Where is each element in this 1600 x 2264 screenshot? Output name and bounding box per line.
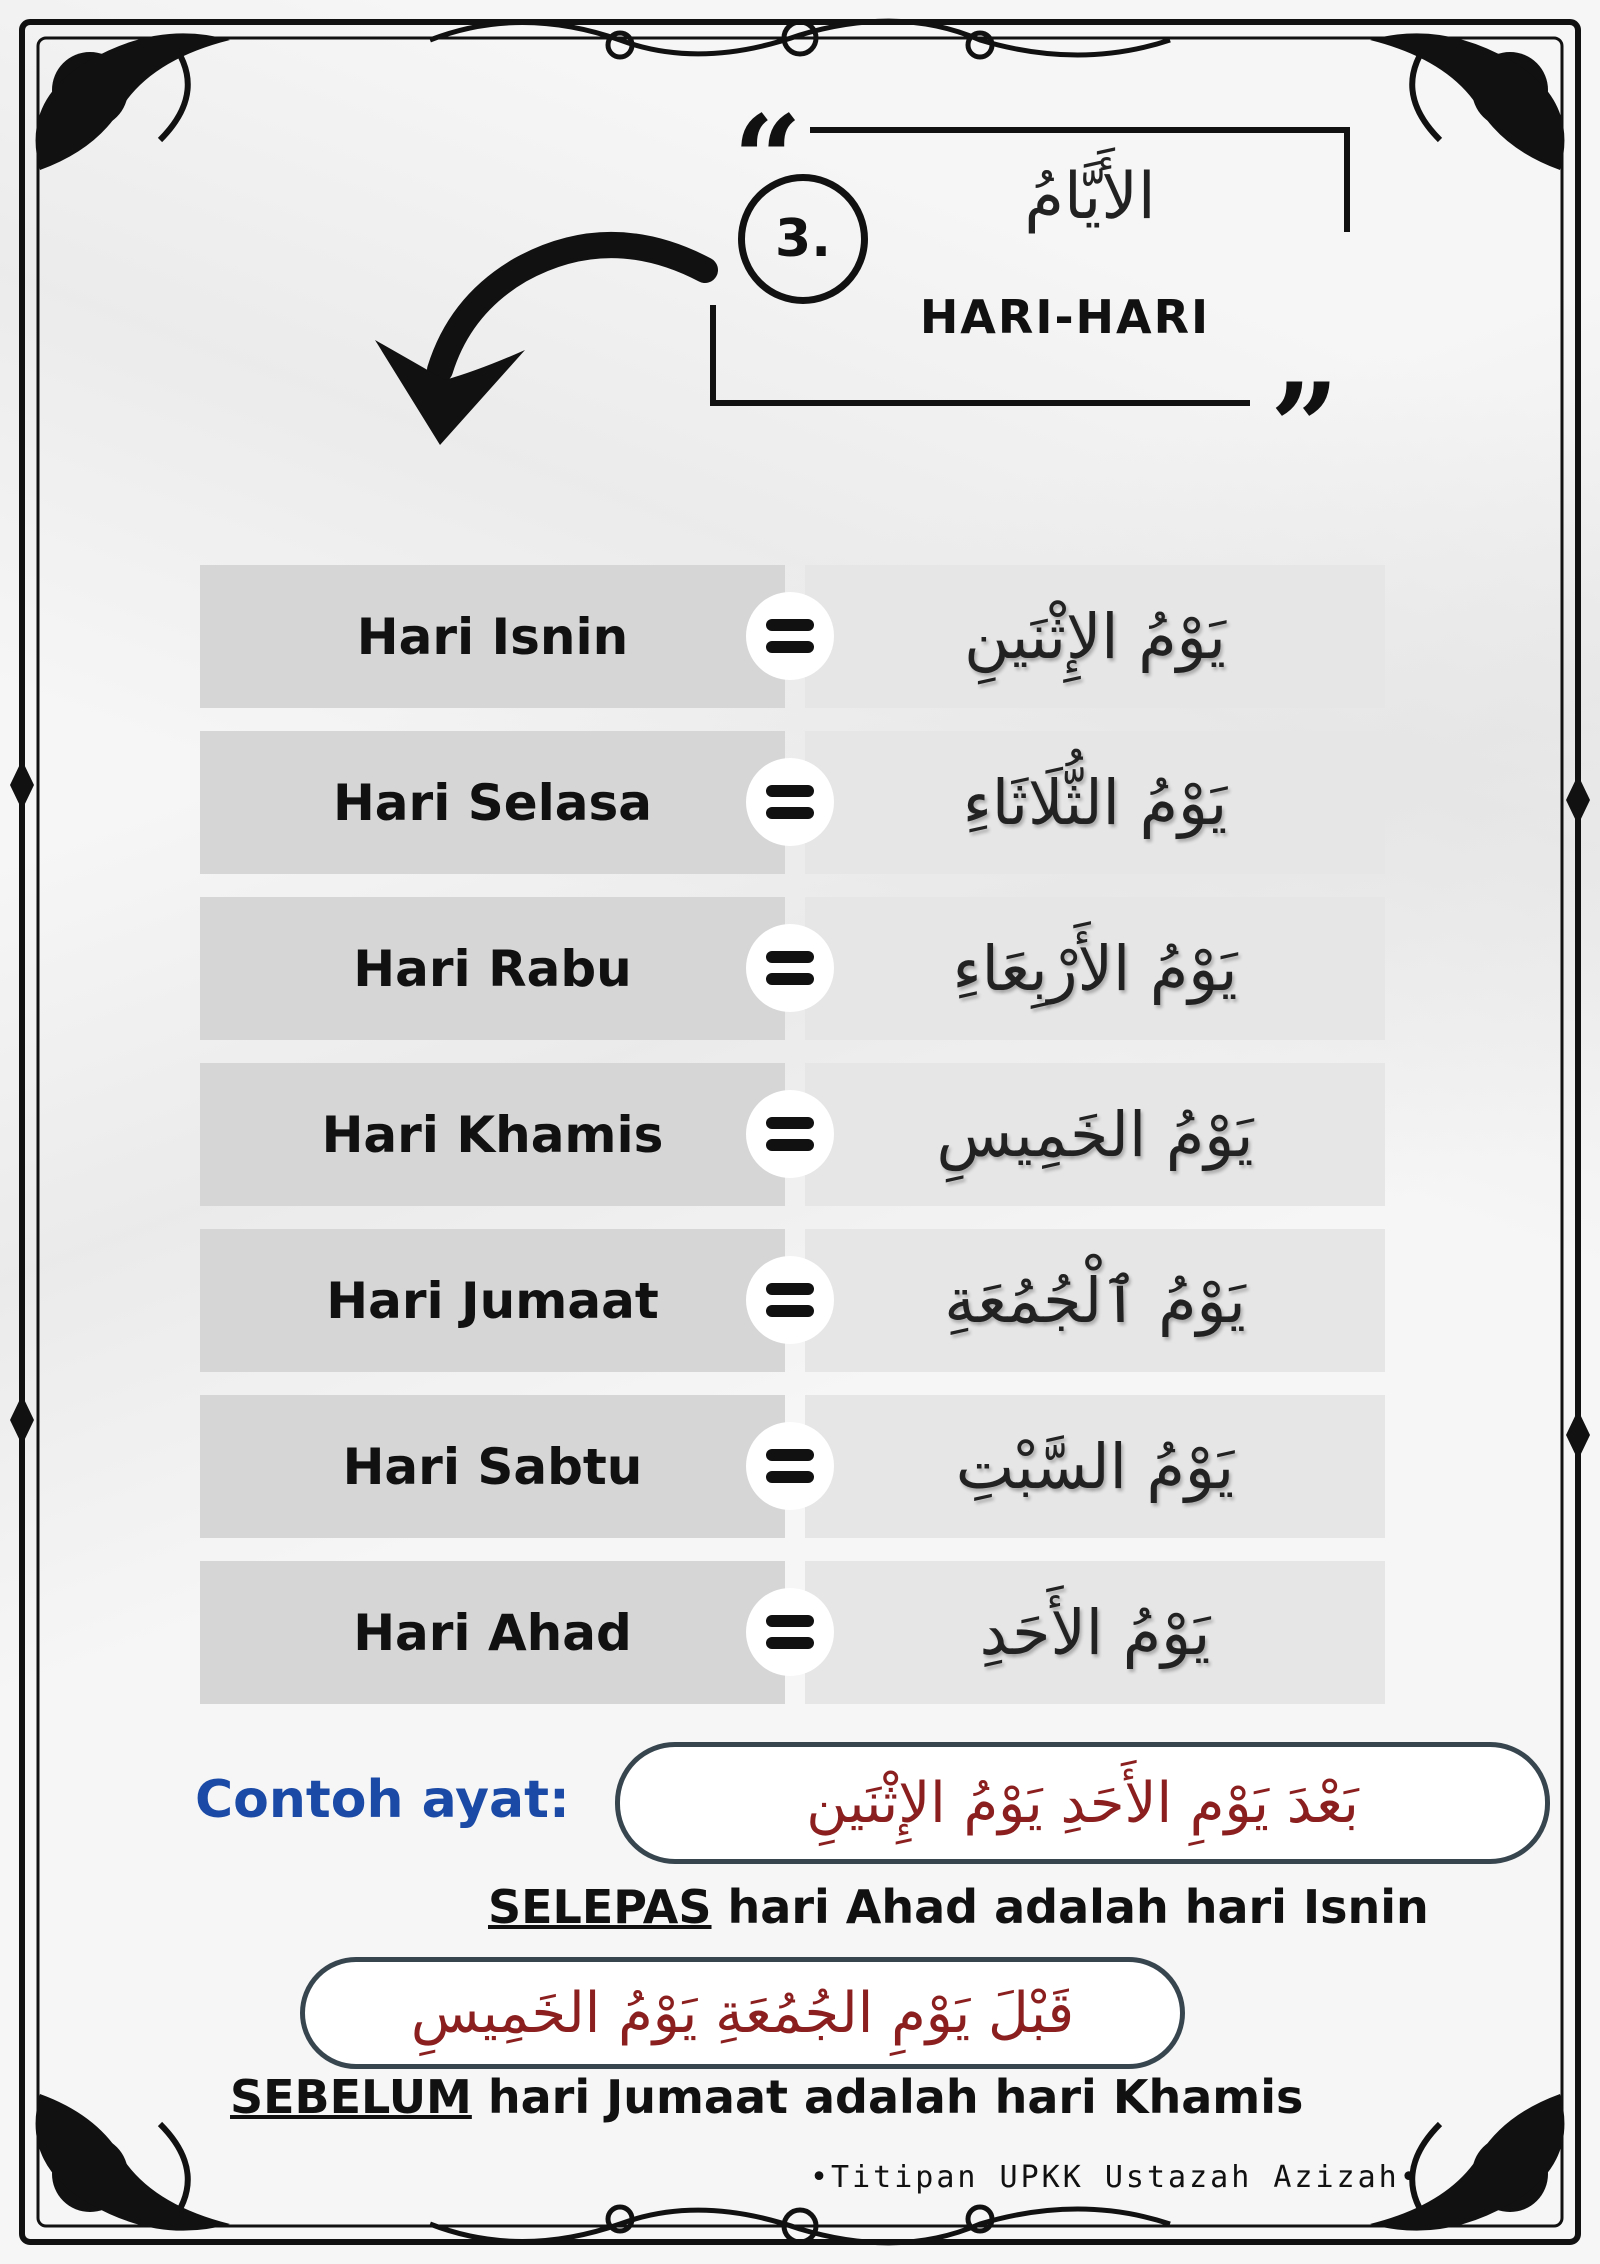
day-row	[200, 1229, 1385, 1372]
equals-icon	[746, 758, 834, 846]
section-number: 3.	[738, 174, 868, 304]
close-quote-mark: ”	[1270, 357, 1340, 498]
equals-icon	[746, 1256, 834, 1344]
example-emphasis-1: SELEPAS	[488, 1880, 712, 1934]
day-row	[200, 1063, 1385, 1206]
curved-arrow-icon	[360, 230, 720, 460]
day-row	[200, 897, 1385, 1040]
corner-ornament-top-right	[1370, 33, 1564, 170]
open-quote-mark: “	[733, 89, 803, 230]
corner-ornament-top-left	[36, 33, 230, 170]
example-emphasis-2: SEBELUM	[230, 2070, 472, 2124]
example-rest-1: hari Ahad adalah hari Isnin	[711, 1880, 1429, 1934]
day-malay: Hari Selasa	[200, 731, 785, 874]
day-arabic: يَوْمُ ٱلْجُمُعَةِ	[805, 1229, 1385, 1372]
day-arabic: يَوْمُ الثُّلَاثَاءِ	[805, 731, 1385, 874]
day-row	[200, 1395, 1385, 1538]
day-row	[200, 731, 1385, 874]
day-arabic: يَوْمُ الأَرْبِعَاءِ	[805, 897, 1385, 1040]
day-arabic: يَوْمُ السَّبْتِ	[805, 1395, 1385, 1538]
example-label: Contoh ayat:	[195, 1770, 570, 1830]
equals-icon	[746, 1588, 834, 1676]
title-malay: HARI-HARI	[919, 290, 1211, 344]
corner-ornament-bottom-left	[36, 2094, 230, 2231]
example-sentence-arabic-2: قَبْلَ يَوْمِ الجُمُعَةِ يَوْمُ الخَمِيسِ	[300, 1957, 1185, 2069]
example-translation-1	[488, 1880, 1429, 1934]
day-row	[200, 565, 1385, 708]
day-malay: Hari Rabu	[200, 897, 785, 1040]
credit-text: •Titipan UPKK Ustazah Azizah•	[810, 2160, 1421, 2195]
example-translation-2	[230, 2070, 1303, 2124]
example-rest-2: hari Jumaat adalah hari Khamis	[471, 2070, 1304, 2124]
header-frame-line-right	[1344, 127, 1350, 232]
day-malay: Hari Isnin	[200, 565, 785, 708]
equals-icon	[746, 924, 834, 1012]
header-frame-line-top	[810, 127, 1350, 133]
equals-icon	[746, 1090, 834, 1178]
day-row	[200, 1561, 1385, 1704]
header-frame-line-bottom	[710, 400, 1250, 406]
day-arabic: يَوْمُ الخَمِيسِ	[805, 1063, 1385, 1206]
day-malay: Hari Khamis	[200, 1063, 785, 1206]
equals-icon	[746, 1422, 834, 1510]
title-arabic: الأَيَّامُ	[1024, 160, 1156, 234]
day-arabic: يَوْمُ الإِثْنَينِ	[805, 565, 1385, 708]
day-malay: Hari Sabtu	[200, 1395, 785, 1538]
example-sentence-arabic-1: بَعْدَ يَوْمِ الأَحَدِ يَوْمُ الإِثْنَينِ	[615, 1742, 1550, 1864]
day-arabic: يَوْمُ الأَحَدِ	[805, 1561, 1385, 1704]
equals-icon	[746, 592, 834, 680]
day-malay: Hari Jumaat	[200, 1229, 785, 1372]
day-malay: Hari Ahad	[200, 1561, 785, 1704]
